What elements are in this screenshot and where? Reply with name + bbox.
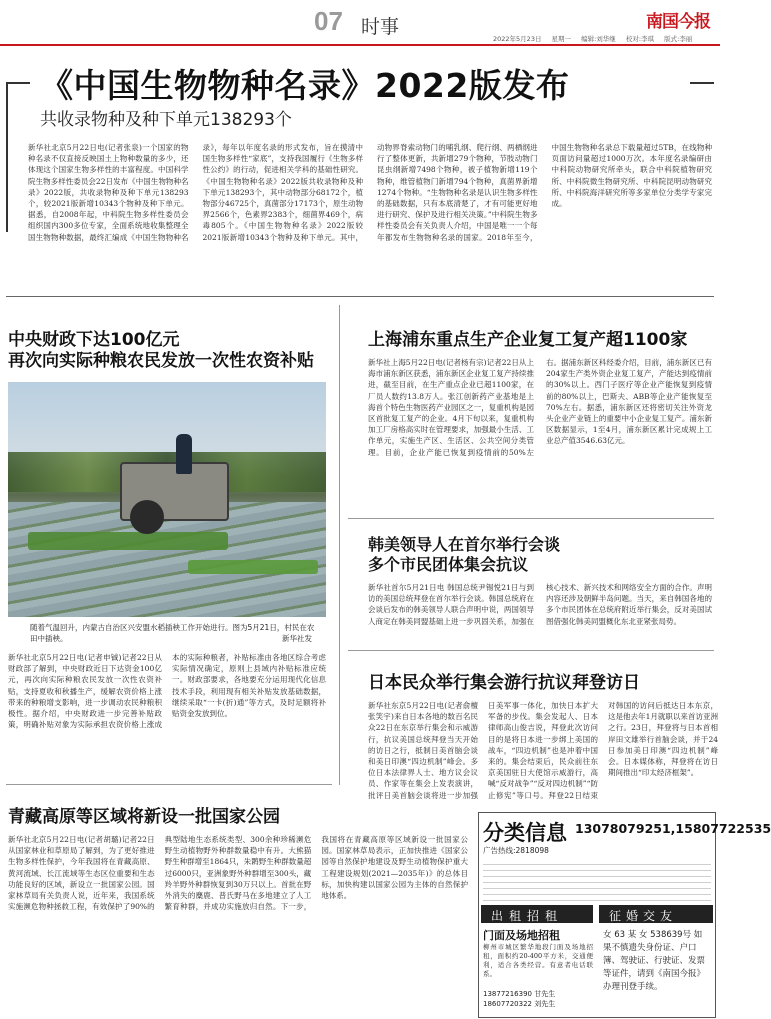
fiscal-body xyxy=(8,652,326,770)
rice-seedlings xyxy=(28,532,228,550)
top-article-subtitle: 共收录物种及种下单元138293个 xyxy=(40,110,292,130)
korea-body xyxy=(368,582,712,642)
rental-body xyxy=(483,943,593,987)
caption-text: 随着气温回升，内蒙古自治区兴安盟水稻插秧工作开始进行。图为5月21日，村民在农田中插秧。 xyxy=(30,623,315,643)
classifieds-hotline: 广告热线:2818098 xyxy=(483,846,549,855)
section-name: 时事 xyxy=(361,16,400,38)
fiscal-title-line2: 再次向实际种粮农民发放一次性农资补贴 xyxy=(8,351,314,371)
shanghai-text: 新华社上海5月22日电(记者杨有宗)记者22日从上海市浦东新区获悉，浦东新区企业复工复产持续推进，截至目前，在生产重点企业已超1100家，在厂员人数约13.8万人。张江创新药产业基地是上海首个特色生物医药产业园区之一，复重机构是园区首批复工复产的企业。4月下旬以来，复重机构加工厂房格高实时在管理要求，加强最小生活、工作单元，实施生产区、生活区、公共空间分类管理。目前，企业产能已恢复到疫情前的50%左右。据浦东新区科经委介绍，目前，浦东新区已有204家生产类外资企业复工复产，产能达到疫情前的30%以上。西门子医疗等企业产能恢复到疫情前的80%以上，巴斯夫、ABB等企业产能恢复至70%左右。据悉，浦东新区还将密切关注外资龙头企业产业链上的重要中小企业复工复产。浦东新区数据显示，1至4月，浦东新区累计完成规上工业总产值3546.63亿元。 xyxy=(368,358,712,457)
top-article-text: 新华社北京5月22日电(记者张泉)一个国家的物种名录不仅直接反映国土上物种数量的多少，还体现这个国家生物多样性的丰富程度。中国科学院生物多样性委员会22日发布《中国生物物种名录》2022版，共收录物种及种下单元138293个，较2021版新增10343个物种及种下单元。据悉，自2008年起，中科院生物多样性委员会组织国内300多位专家，全面系统地收集整理全国生物物种数据，最终汇编成《中国生物物种名录》，每年以年度名录的形式发布，旨在摸清中国生物多样性“家底”，支持我国履行《生物多样性公约》的行动，促进相关学科的基础性研究。《中国生物物种名录》2022版共收录物种及种下单元138293个，其中动物部分68172个，植物部分46725个，真菌部分17173个，原生动物界2566个，色素界2383个，细菌界469个，病毒805个。《中国生物物种名录》2022版较2021版新增10343个物种及种下单元。其中，动物界脊索动物门的哺乳纲、爬行纲、两栖纲进行了整体更新，共新增279个物种，节肢动物门昆虫纲新增7498个物种，被子植物新增119个物种，维管植物门新增794个物种，真菌界新增1274个物种。“生物物种名录是认识生物多样性的基础数据，只有本底清楚了，才有可能更好地进行研究、保护及进行相关决策。”中科院生物多样性委员会有关负责人介绍，中国是唯一一个每年都发布生物物种名录的国家。2018年至今，中国生物物种名录总下载量超过5TB，在线物种页面访问量超过1000万次。本年度名录编研由中科院动物研究所牵头，联合中科院植物研究所、中科院微生物研究所、中科院昆明动物研究所、中科院海洋研究所等多家单位分类学专家完成。 xyxy=(28,143,712,242)
farmer-figure xyxy=(176,434,192,474)
fiscal-credit: 新华社发 xyxy=(282,634,312,643)
marriage-banner xyxy=(599,905,713,923)
japan-body-left xyxy=(368,700,718,808)
classifieds-brand: 分类信息 xyxy=(483,821,567,845)
fiscal-photo xyxy=(8,382,326,617)
rice-seedlings-2 xyxy=(188,560,318,574)
classifieds-phones: 13078079251,15807722535 xyxy=(575,821,771,836)
fiscal-text: 新华社北京5月22日电(记者申铖)记者22日从财政部了解到，中央财政近日下达资金100亿元，再次向实际种粮农民发放一次性农资补贴，支持夏收和秋播生产，缓解农资价格上涨带来的种粮增支影响，进一步调动农民种粮积极性。据介绍，中央财政进一步完善补贴政策，明确补贴对象为实际承担农资价格上涨成本的实际种粮者，补贴标准由各地区综合考虑实际情况确定，原则上县域内补贴标准应统一。财政部要求，各地要充分运用现代化信息技术手段，利用现有相关补贴发放基础数据，继续采取“一卡(折)通”等方式，及时足额将补贴资金发放到位。 xyxy=(8,653,326,730)
top-article-frame-top xyxy=(690,82,714,84)
rental-title: 出租招租 xyxy=(491,909,564,923)
classifieds-listings xyxy=(483,859,711,901)
qinghai-body xyxy=(8,834,468,1014)
rental-text: 柳州市城区繁华地段门面及场地招租，面积约20-400平方米，交通便利，适合各类经营。有意者电话联系。 xyxy=(483,943,593,978)
right-divider-2 xyxy=(348,650,714,651)
marriage-body: 女 63 某 女 538639号 如果不慎遗失身份证、户口簿、驾驶证、行驶证、发票等证件，请到《南国今报》办理刊登手续。 xyxy=(603,930,706,992)
left-divider xyxy=(6,784,332,785)
tractor-wheel xyxy=(130,500,164,534)
classifieds-box xyxy=(478,812,771,1018)
japan-title: 日本民众举行集会游行抗议拜登访日 xyxy=(368,673,640,693)
korea-text: 新华社首尔5月21日电 韩国总统尹锡悦21日与到访的美国总统拜登在首尔举行会谈。韩国总统府在会谈后发布的韩美领导人联合声明中说，两国领导人商定在韩美同盟基础上进一步巩固关系，加强在核心技术、新兴技术和网络安全方面的合作。声明内容还涉及朝鲜半岛问题。当天，来自韩国各地的多个市民团体在总统府附近举行集会，反对美国试图借强化韩美同盟概化东北亚紧张局势。 xyxy=(368,583,712,626)
editor: 编辑:刘华继 xyxy=(581,35,616,43)
top-article-frame-left xyxy=(6,82,8,232)
weekday: 星期一 xyxy=(551,35,572,43)
masthead-rule xyxy=(0,44,720,46)
right-divider-1 xyxy=(348,518,714,519)
top-divider xyxy=(6,296,714,297)
top-article-body xyxy=(28,142,712,274)
masthead xyxy=(0,0,720,44)
designer: 版式:李丽 xyxy=(664,35,693,43)
classifieds-header xyxy=(479,813,771,861)
page-number: 07 xyxy=(314,6,343,36)
issue-date: 2022年5月23日 xyxy=(493,35,542,43)
japan-text: 新华社东京5月22日电(记者俞檀 张笑宇)来自日本各地的数百名民众22日在东京举行集会和示威游行，抗议美国总统拜登当天开始的访日之行，抵制日美首脑会谈和美日印澳“四边机制”峰会。多位日本法律界人士、地方议会议员、作家等在集会上发表演讲，批评日美首脑会谈将进一步加强日美军事一体化，加快日本扩大军备的步伐。集会发起人、日本律师高山俊吉说，拜登此次访问目的是将日本进一步绑上美国的战车，“四边机制”也是冲着中国来的。集会结束后，民众前往东京美国驻日大使馆示威游行，高喊“反对战争”“反对四边机制”“防止修宪”等口号。拜登22日结束对韩国的访问后抵达日本东京，这是他去年1月就职以来首访亚洲之行。23日，拜登将与日本首相岸田文雄举行首脑会谈，并于24日参加美日印澳“四边机制”峰会。日本媒体称，拜登将在访日期间推出“印太经济框架”。 xyxy=(368,701,718,800)
fiscal-title-line1: 中央财政下达100亿元 xyxy=(8,330,180,350)
shanghai-title: 上海浦东重点生产企业复工复产超1100家 xyxy=(368,330,688,350)
marriage-title: 征婚交友 xyxy=(609,909,678,923)
logo: 南国今报 xyxy=(646,12,710,32)
shanghai-body xyxy=(368,357,712,525)
top-article-title: 《中国生物物种名录》2022版发布 xyxy=(40,66,570,105)
rental-contact: 13877216390 甘先生 18607720322 刘先生 xyxy=(483,990,556,1008)
korea-title-line2: 多个市民团体集会抗议 xyxy=(368,555,529,574)
top-article-frame xyxy=(6,82,30,84)
date-line xyxy=(493,34,692,43)
qinghai-title: 青藏高原等区域将新设一批国家公园 xyxy=(8,807,280,827)
center-divider xyxy=(339,305,340,785)
korea-title-line1: 韩美领导人在首尔举行会谈 xyxy=(368,535,561,554)
qinghai-text: 新华社北京5月22日电(记者胡璐)记者22日从国家林业和草原局了解到，为了更好推进生物多样性保护，今年我国将在青藏高原、黄河流域、长江流域等生态区位重要和生态功能良好的区域，新设立一批国家公园。国家林草局有关负责人说，近年来，我国系统实施濒危物种拯救工程，有效保护了90%的典型陆地生态系统类型、300余种珍稀濒危野生动植物野外种群数量稳中有升。大熊猫野生种群增至1864只，朱鹮野生种群数量超过6000只，亚洲象野外种群增至300头，藏羚羊野外种群恢复到30万只以上。首批在野外消失的麋鹿、普氏野马在多地建立了人工繁育种群，并成功实施放归自然。下一步，我国将在青藏高原等区域新设一批国家公园。国家林草局表示，正加快推进《国家公园等自然保护地建设及野生动植物保护重大工程建设规划(2021—2035年)》的总体目标，加快构建以国家公园为主体的自然保护地体系。 xyxy=(8,835,468,912)
fiscal-caption xyxy=(30,622,320,644)
proofreader: 校对:李琪 xyxy=(625,35,655,43)
rental-banner xyxy=(481,905,593,923)
rental-heading: 门面及场地招租 xyxy=(483,929,560,942)
